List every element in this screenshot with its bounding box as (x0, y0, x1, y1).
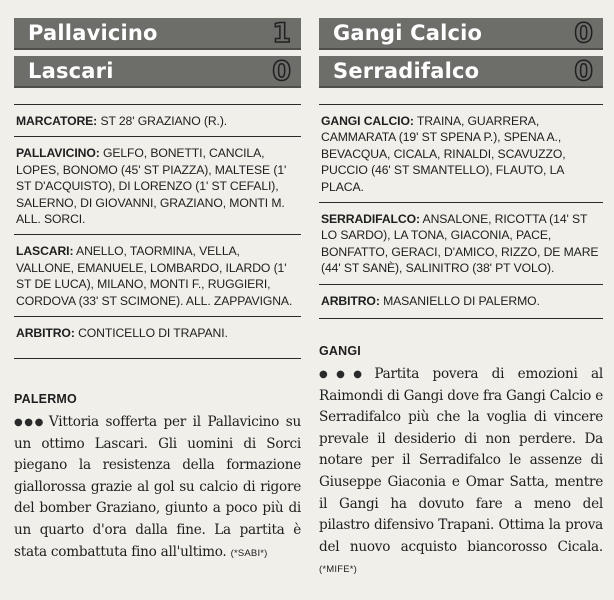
report-signature: (*MIFE*) (319, 564, 358, 576)
home-score-bar (14, 18, 301, 50)
away-score-bar (14, 56, 301, 88)
home-lineup-label: GANGI CALCIO: (321, 114, 414, 128)
home-team-score: 0 (574, 17, 593, 49)
left-match-report (14, 392, 301, 564)
referee-section (319, 284, 603, 316)
report-text: Vittoria sofferta per il Pallavicino su un ottimo Lascari. Gli uomini di Sorci piegano la resistenza della formazione giallorossa grazie al gol su calcio di rigore del bomber Graziano, giunto a poco più di un quarto d'ora dalla fine. La partita è stata combattuta fino all'ultimo. (14, 414, 301, 560)
home-lineup-section (14, 136, 301, 234)
right-match-box (319, 0, 603, 319)
home-score-bar (319, 18, 603, 50)
home-team-score: 1 (272, 17, 291, 49)
home-lineup-text: TRAINA, GUARRERA, CAMMARATA (19' ST SPENA P.), SPENA A., BEVACQUA, CICALA, RINALDI, SCAVUZZO, PUCCIO (46' ST SMANTELLO), FLAUTO, LA PLACA. (321, 114, 566, 194)
left-match-box (14, 0, 301, 359)
report-body (319, 364, 603, 581)
away-lineup-label: SERRADIFALCO: (321, 212, 420, 227)
section-divider (14, 358, 301, 359)
away-lineup-section (14, 234, 301, 316)
home-lineup-section (319, 104, 603, 202)
referee-text: MASANIELLO DI PALERMO. (379, 293, 540, 308)
away-lineup-section (319, 202, 603, 284)
bullet-dots-icon: ●●● (14, 417, 45, 428)
referee-section (14, 316, 301, 348)
away-team-name: Serradifalco (333, 59, 480, 83)
away-lineup-text: ANSALONE, RICOTTA (14' ST LO SARDO), LA TONA, GIACONIA, PACE, BONFATTO, GERACI, D'AMICO, RIZZO, DE MARE (44' ST SANÈ), SALINITRO (38' PT VOLO). (321, 212, 599, 276)
away-lineup-label: LASCARI: (16, 244, 74, 259)
scorers-section (14, 104, 301, 136)
away-score-bar (319, 56, 603, 88)
report-dateline: PALERMO (14, 392, 77, 406)
report-signature: (*SABI*) (230, 547, 268, 559)
home-lineup-label: PALLAVICINO: (16, 146, 100, 161)
home-team-name: Gangi Calcio (333, 21, 483, 45)
home-lineup-text: GELFO, BONETTI, CANCILA, LOPES, BONOMO (45' ST PIAZZA), MALTESE (1' ST D'ACQUISTO), DI LORENZO (1' ST CEFALI), SALERNO, DI GIOVANNI, GRAZIANO, MONTI M. ALL. SORCI. (16, 146, 287, 227)
away-team-score: 0 (574, 55, 593, 87)
report-body (14, 412, 301, 564)
away-team-score: 0 (272, 55, 291, 87)
report-dateline: GANGI (319, 344, 361, 358)
away-lineup-text: ANELLO, TAORMINA, VELLA, VALLONE, EMANUELE, LOMBARDO, ILARDO (1' ST DE LUCA), MILANO, MONTI F., RUGGIERI, CORDOVA (33' ST SCIMONE). ALL. ZAPPAVIGNA. (16, 244, 293, 308)
referee-label: ARBITRO: (16, 326, 75, 341)
home-team-name: Pallavicino (28, 21, 158, 45)
referee-text: CONTICELLO DI TRAPANI. (74, 326, 228, 341)
right-match-report (319, 344, 603, 581)
referee-label: ARBITRO: (321, 293, 380, 308)
report-text: Partita povera di emozioni al Raimondi di Gangi dove fra Gangi Calcio e Serradifalco più che la voglia di vincere prevale il desiderio di non perdere. Da notare per il Serradifalco le assenze di Giuseppe Giaconia e Omar Satta, mentre il Gangi ha dovuto fare a meno del pilastro difensivo Trapani. Ottima la prova del nuovo acquisto biancorosso Cicala. (319, 366, 603, 555)
bullet-dots-icon: ●●● (319, 369, 371, 380)
away-team-name: Lascari (28, 59, 114, 83)
scorers-text: ST 28' GRAZIANO (R.). (97, 114, 228, 128)
section-divider (319, 318, 603, 319)
scorers-label: MARCATORE: (16, 114, 98, 128)
